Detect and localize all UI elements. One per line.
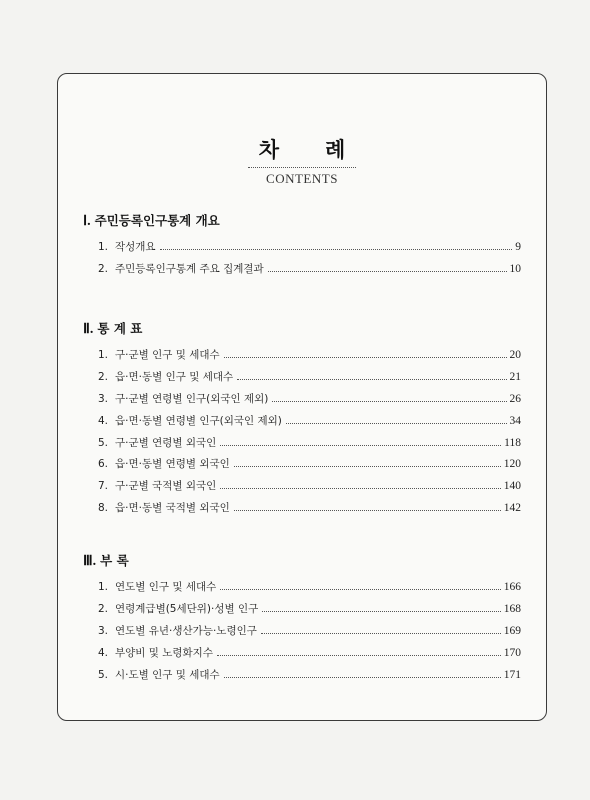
entry-page: 169 — [503, 624, 521, 637]
entry-page: 170 — [503, 646, 521, 659]
section-number: Ⅲ. — [83, 554, 97, 569]
toc-entry[interactable] — [98, 435, 521, 457]
entry-label: 읍·면·동별 국적별 외국인 — [115, 502, 230, 515]
entry-page: 168 — [503, 602, 521, 615]
entry-label: 연도별 인구 및 세대수 — [115, 581, 217, 593]
entry-label: 작성개요 — [115, 241, 156, 253]
toc-entry[interactable] — [98, 579, 521, 601]
entry-number: 6. — [98, 458, 109, 471]
entry-label: 구·군별 연령별 인구(외국인 제외) — [115, 392, 269, 405]
entry-number: 5. — [98, 668, 109, 681]
dot-leader — [261, 633, 501, 634]
section-entries — [83, 579, 521, 688]
entry-page: 20 — [509, 349, 521, 361]
entry-label: 연령계급별(5세단위)·성별 인구 — [115, 602, 259, 615]
page-subtitle: CONTENTS — [266, 171, 338, 186]
entry-number: 5. — [98, 436, 109, 449]
entry-page: 26 — [509, 392, 521, 405]
entry-number: 4. — [98, 646, 109, 659]
entry-page: 21 — [509, 370, 521, 383]
dot-leader — [268, 271, 507, 272]
section-heading — [83, 319, 521, 339]
dot-leader — [160, 249, 513, 250]
contents-frame — [57, 73, 547, 721]
section-title: 부 록 — [100, 553, 129, 568]
entry-page: 166 — [503, 581, 521, 593]
dot-leader — [237, 379, 506, 380]
entry-page: 10 — [509, 262, 521, 275]
section-2 — [83, 319, 521, 522]
toc-entry[interactable] — [98, 478, 521, 500]
dot-leader — [224, 357, 507, 358]
section-3 — [83, 551, 521, 688]
toc-entry[interactable] — [98, 413, 521, 435]
entry-number: 2. — [98, 370, 109, 383]
dot-leader — [220, 445, 501, 446]
dot-leader — [220, 589, 500, 590]
entry-label: 읍·면·동별 연령별 외국인 — [115, 458, 230, 471]
dot-leader — [234, 510, 501, 511]
entry-page: 9 — [515, 241, 521, 253]
entry-label: 시·도별 인구 및 세대수 — [115, 668, 220, 681]
entry-number: 1. — [98, 349, 109, 361]
entry-label: 읍·면·동별 인구 및 세대수 — [115, 370, 234, 383]
section-number: Ⅱ. — [83, 322, 94, 337]
entry-page: 171 — [503, 668, 521, 681]
entry-label: 구·군별 연령별 외국인 — [115, 436, 217, 449]
toc-entry[interactable] — [98, 391, 521, 413]
entry-number: 7. — [98, 480, 109, 493]
dot-leader — [224, 677, 501, 678]
section-1 — [83, 211, 521, 283]
entry-number: 1. — [98, 241, 109, 253]
toc-entry[interactable] — [98, 601, 521, 623]
dot-leader — [234, 466, 501, 467]
dot-leader — [217, 655, 501, 656]
section-entries — [83, 239, 521, 283]
toc-entry[interactable] — [98, 456, 521, 478]
section-heading — [83, 551, 521, 571]
dot-leader — [220, 488, 500, 489]
entry-number: 1. — [98, 581, 109, 593]
entry-number: 3. — [98, 392, 109, 405]
entry-page: 34 — [509, 414, 521, 427]
entry-page: 142 — [503, 502, 521, 515]
toc-entry[interactable] — [98, 623, 521, 645]
entry-label: 부양비 및 노령화지수 — [115, 646, 213, 659]
entry-number: 8. — [98, 502, 109, 515]
entry-number: 2. — [98, 602, 109, 615]
page-title: 차례 — [258, 138, 392, 162]
entry-label: 연도별 유년·생산가능·노령인구 — [115, 624, 257, 637]
toc-entry[interactable] — [98, 500, 521, 522]
section-title: 통 계 표 — [97, 321, 143, 336]
entry-page: 118 — [504, 436, 521, 449]
entry-label: 읍·면·동별 연령별 인구(외국인 제외) — [115, 414, 282, 427]
dot-leader — [272, 401, 506, 402]
toc-entry[interactable] — [98, 369, 521, 391]
entry-number: 4. — [98, 414, 109, 427]
dot-leader — [262, 611, 500, 612]
title-divider — [248, 167, 356, 168]
section-entries — [83, 347, 521, 522]
toc-entry[interactable] — [98, 239, 521, 261]
title-block — [58, 134, 546, 187]
entry-number: 2. — [98, 262, 109, 275]
section-number: Ⅰ. — [83, 214, 91, 229]
section-heading — [83, 211, 521, 231]
entry-label: 주민등록인구통계 주요 집계결과 — [115, 262, 264, 275]
entry-label: 구·군별 인구 및 세대수 — [115, 349, 220, 361]
section-title: 주민등록인구통계 개요 — [94, 213, 220, 228]
toc-entry[interactable] — [98, 347, 521, 369]
entry-page: 140 — [503, 480, 521, 493]
dot-leader — [286, 423, 507, 424]
entry-page: 120 — [503, 458, 521, 471]
toc-entry[interactable] — [98, 667, 521, 689]
toc-entry[interactable] — [98, 645, 521, 667]
entry-label: 구·군별 국적별 외국인 — [115, 480, 217, 493]
entry-number: 3. — [98, 624, 109, 637]
toc-entry[interactable] — [98, 261, 521, 283]
